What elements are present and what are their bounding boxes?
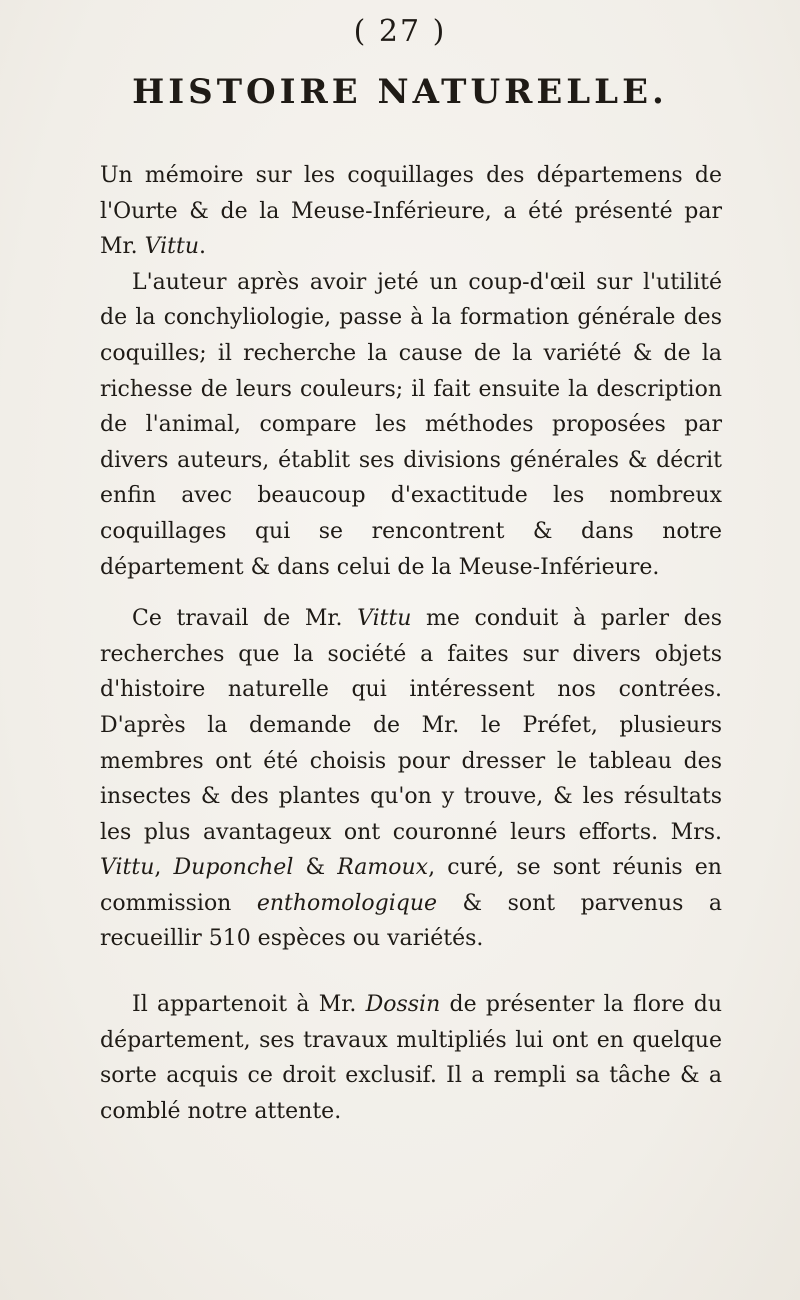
- paragraph-4: [100, 987, 722, 1129]
- name-dossin: Dossin: [365, 992, 441, 1018]
- paragraph-1-end: .: [199, 234, 207, 260]
- paragraph-2: L'auteur après avoir jeté un coup-d'œil sur l'utilité de la conchyliologie, passe à la formation générale des coquilles; il recherche la cause de la variété & de la richesse de leurs couleurs; il fait ensuite la description de l'animal, compare les méthodes proposées par divers auteurs, établit ses divisions générales & décrit enfin avec beaucoup d'exactitude les nombreux coquillages qui se rencontrent & dans notre département & dans celui de la Meuse-Inférieure.: [100, 269, 722, 580]
- paragraph-3-part-c: ,: [154, 855, 174, 881]
- paragraph-1-text: Un mémoire sur les coquillages des départemens de l'Ourte & de la Meuse-Inférieure, a été présenté par Mr.: [100, 163, 722, 260]
- name-ramoux: Ramoux: [337, 855, 429, 881]
- name-duponchel: Duponchel: [173, 855, 294, 881]
- body-text: [100, 158, 722, 1129]
- term-enthomologique: enthomologique: [256, 890, 438, 916]
- name-vittu-1: Vittu: [357, 606, 412, 632]
- paragraph-4-part-b: de présenter la flore du département, ses travaux multipliés lui ont en quelque sorte acquis ce droit exclusif. Il a rempli sa tâche & a comblé notre attente.: [100, 992, 722, 1124]
- author-name-vittu: Vittu: [144, 234, 200, 260]
- paragraph-3-part-e: , curé, se sont réunis en commission: [100, 855, 722, 916]
- paragraph-3: [100, 601, 722, 957]
- paragraph-4-part-a: Il appartenoit à Mr.: [132, 992, 366, 1018]
- paragraph-1: [100, 158, 722, 265]
- paragraph-3-part-a: Ce travail de Mr.: [132, 606, 358, 632]
- paragraph-3-part-b: me conduit à parler des recherches que la société a faites sur divers objets d'histoire naturelle qui intéressent nos contrées. D'après la demande de Mr. le Préfet, plusieurs membres ont été choisis pour dresser le tableau des insectes & des plantes qu'on y trouve, & les résultats les plus avantageux ont couronné leurs efforts. Mrs.: [100, 606, 722, 845]
- paragraph-3-part-d: &: [293, 855, 338, 881]
- section-heading: HISTOIRE NATURELLE.: [132, 72, 668, 112]
- name-vittu-2: Vittu: [100, 855, 155, 881]
- page-number: ( 27 ): [353, 14, 447, 49]
- paragraph-3-part-f: & sont parvenus a recueillir 510 espèces ou variétés.: [100, 890, 722, 952]
